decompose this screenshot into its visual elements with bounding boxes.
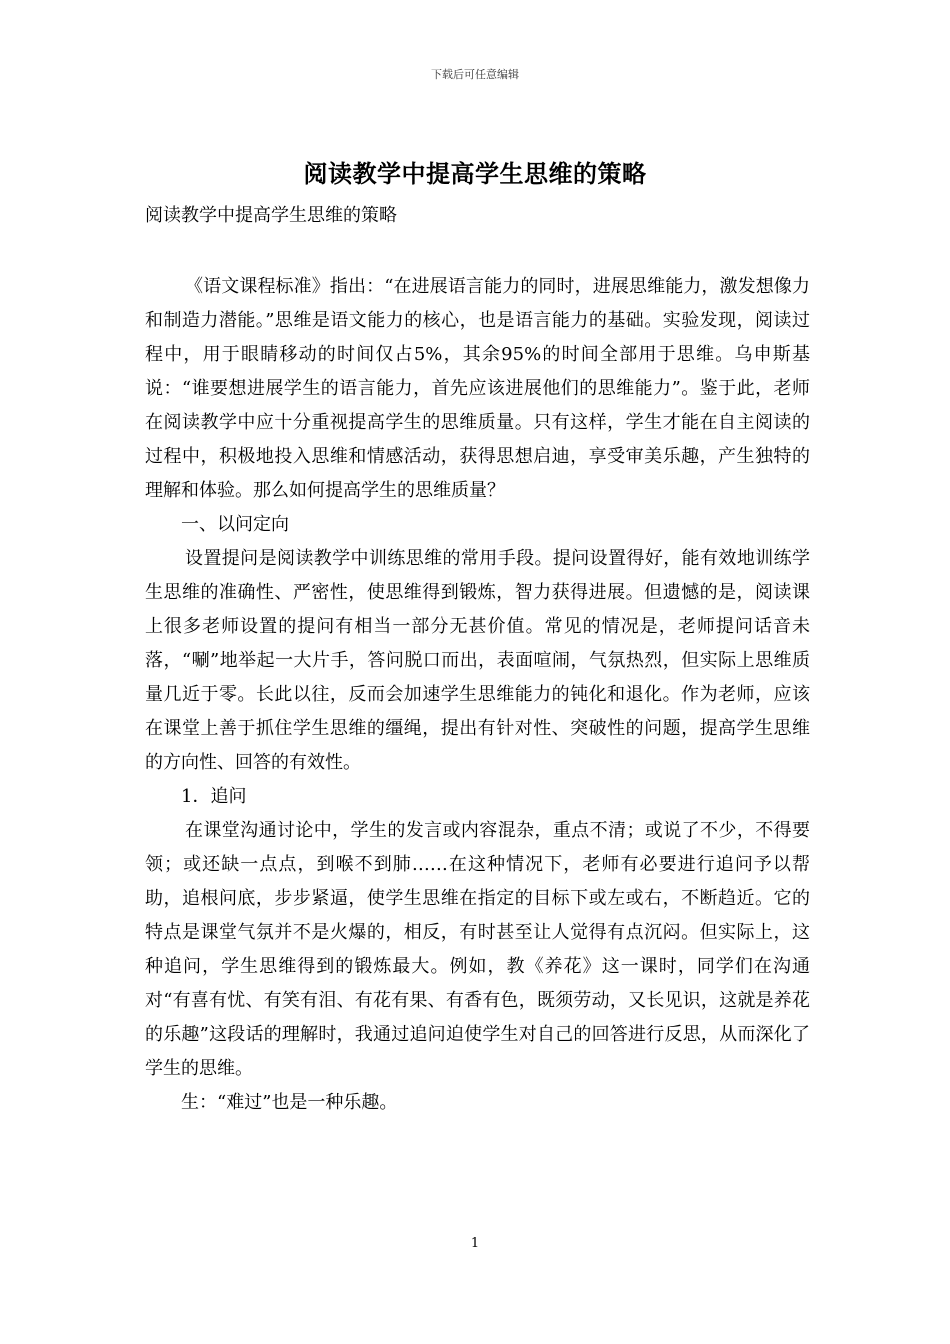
- document-subtitle: 阅读教学中提高学生思维的策略: [145, 205, 397, 226]
- paragraph-intro: 《语文课程标准》指出：“在进展语言能力的同时，进展思维能力，激发想像力和制造力潜能。”思维是语文能力的核心，也是语言能力的基础。实验发现，阅读过程中，用于眼睛移动的时间仅占5%，其余95%的时间全部用于思维。乌申斯基说：“谁要想进展学生的语言能力，首先应该进展他们的思维能力”。鉴于此，老师在阅读教学中应十分重视提高学生的思维质量。只有这样，学生才能在自主阅读的过程中，积极地投入思维和情感活动，获得思想启迪，享受审美乐趣，产生独特的理解和体验。那么如何提高学生的思维质量？: [145, 276, 810, 501]
- paragraph-questioning: 设置提问是阅读教学中训练思维的常用手段。提问设置得好，能有效地训练学生思维的准确性、严密性，使思维得到锻炼，智力获得进展。但遗憾的是，阅读课上很多老师设置的提问有相当一部分无甚价值。常见的情况是，老师提问话音未落，“唰”地举起一大片手，答问脱口而出，表面喧闹，气氛热烈，但实际上思维质量几近于零。长此以往，反而会加速学生思维能力的钝化和退化。作为老师，应该在课堂上善于抓住学生思维的缰绳，提出有针对性、突破性的问题，提高学生思维的方向性、回答的有效性。: [145, 548, 810, 773]
- page-number: 1: [470, 1236, 480, 1251]
- document-body: [145, 270, 810, 1120]
- paragraph-dialogue: 生：“难过”也是一种乐趣。: [181, 1092, 398, 1113]
- subsection-heading: 1．追问: [181, 786, 247, 807]
- document-title: 阅读教学中提高学生思维的策略: [303, 159, 647, 188]
- paragraph-follow-up: 在课堂沟通讨论中，学生的发言或内容混杂，重点不清；或说了不少，不得要领；或还缺一点点，到喉不到肺……在这种情况下，老师有必要进行追问予以帮助，追根问底，步步紧逼，使学生思维在指定的目标下或左或右，不断趋近。它的特点是课堂气氛并不是火爆的，相反，有时甚至让人觉得有点沉闷。但实际上，这种追问，学生思维得到的锻炼最大。例如，教《养花》这一课时，同学们在沟通对“有喜有忧、有笑有泪、有花有果、有香有色，既须劳动，又长见识，这就是养花的乐趣”这段话的理解时，我通过追问迫使学生对自己的回答进行反思，从而深化了学生的思维。: [145, 820, 810, 1079]
- section-heading: 一、以问定向: [181, 514, 289, 535]
- header-note: 下载后可任意编辑: [431, 68, 519, 81]
